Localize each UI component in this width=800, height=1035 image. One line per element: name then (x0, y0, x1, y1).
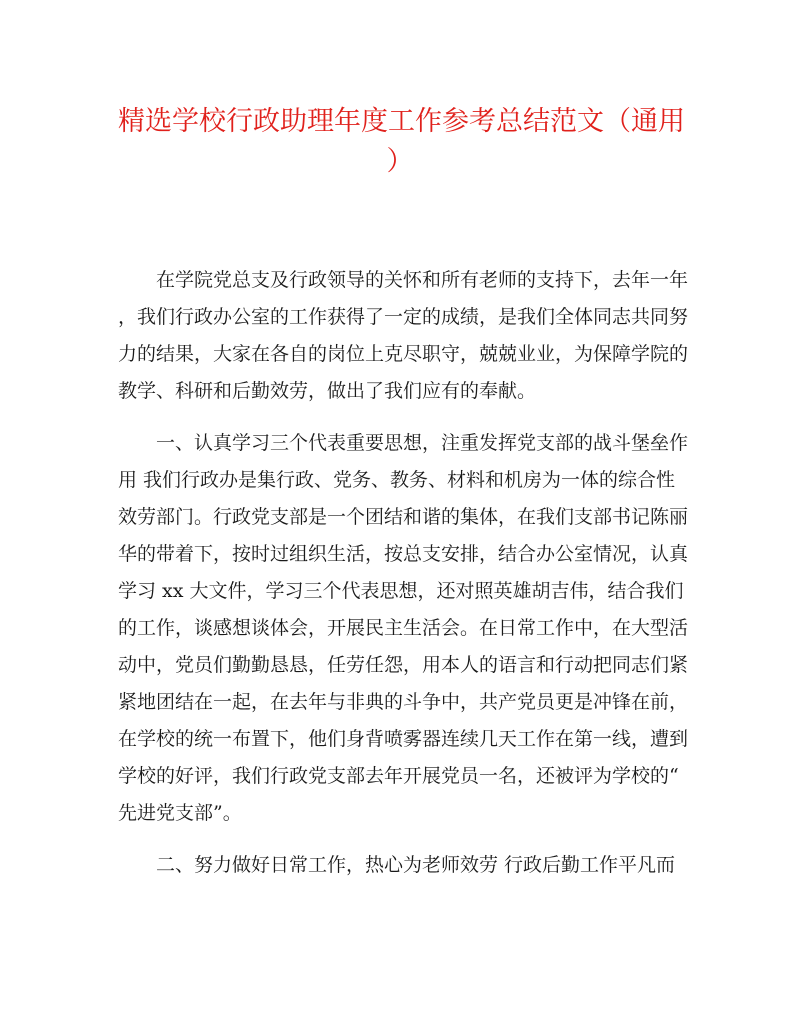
document-title (118, 102, 685, 182)
body-line: 学习 xx 大文件，学习三个代表思想，还对照英雄胡吉伟，结合我们 (118, 580, 684, 602)
body-line: 的工作，谈感想谈体会，开展民主生活会。在日常工作中，在大型活 (118, 617, 689, 639)
body-line: 在学院党总支及行政领导的关怀和所有老师的支持下，去年一年 (118, 269, 689, 291)
body-line: 动中，党员们勤勤恳恳，任劳任怨，用本人的语言和行动把同志们紧 (118, 654, 689, 676)
body-line: 力的结果，大家在各自的岗位上克尽职守，兢兢业业，为保障学院的 (118, 343, 689, 365)
body-line: 紧地团结在一起，在去年与非典的斗争中，共产党员更是冲锋在前， (118, 691, 689, 713)
body-line: 华的带着下，按时过组织生活，按总支安排，结合办公室情况，认真 (118, 543, 689, 565)
body-line: 效劳部门。行政党支部是一个团结和谐的集体，在我们支部书记陈丽 (118, 506, 689, 528)
body-line: 学校的好评，我们行政党支部去年开展党员一名，还被评为学校的“ (118, 765, 679, 787)
title-line-1: 精选学校行政助理年度工作参考总结范文（通用 (118, 106, 685, 137)
body-line: 教学、科研和后勤效劳，做出了我们应有的奉献。 (118, 380, 537, 402)
body-line: 先进党支部”。 (118, 802, 242, 824)
body-line: 一、认真学习三个代表重要思想，注重发挥党支部的战斗堡垒作 (118, 432, 689, 454)
body-line: 用 我们行政办是集行政、党务、教务、材料和机房为一体的综合性 (118, 469, 676, 491)
body-line: 在学校的统一布置下，他们身背喷雾器连续几天工作在第一线，遭到 (118, 728, 689, 750)
title-line-2: ） (386, 146, 414, 177)
body-line: ，我们行政办公室的工作获得了一定的成绩，是我们全体同志共同努 (118, 306, 689, 328)
body-line: 二、努力做好日常工作，热心为老师效劳 行政后勤工作平凡而 (118, 854, 676, 876)
